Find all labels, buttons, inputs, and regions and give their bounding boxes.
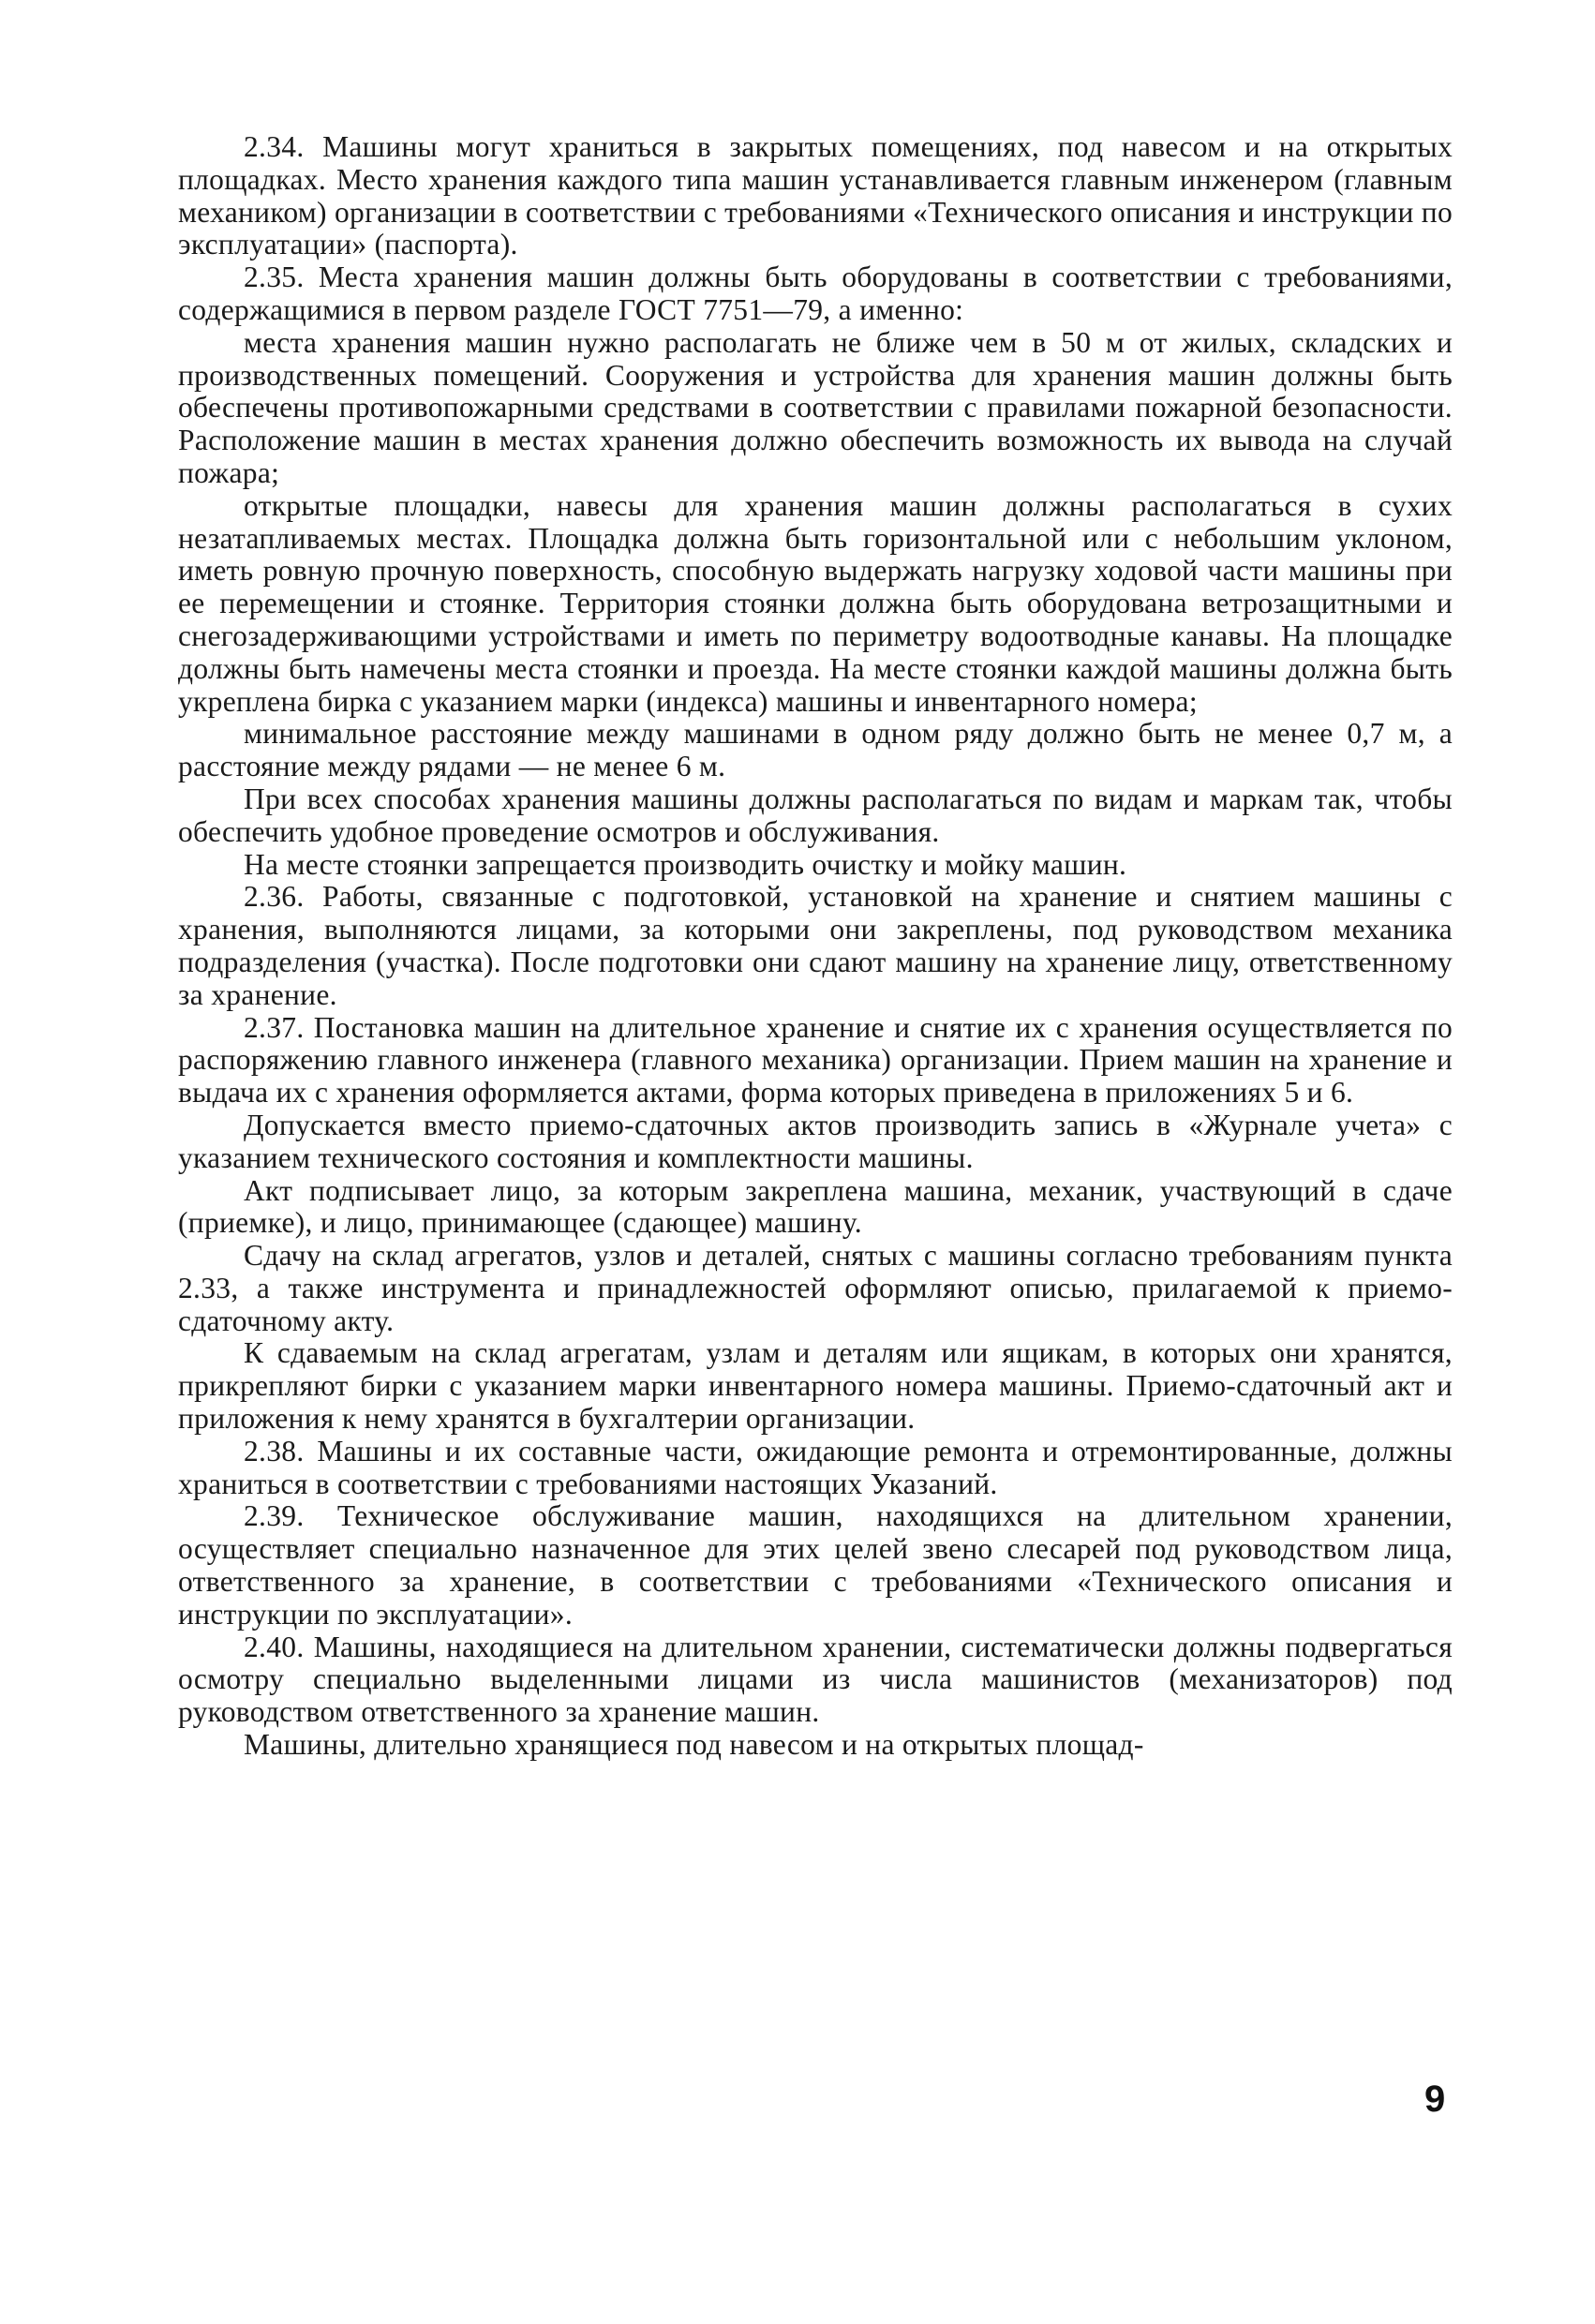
paragraph-2-34: 2.34. Машины могут храниться в закрытых помещениях, под навесом и на открытых площадках. Место хранения каждого типа машин устанавливается главным инженером (главным механиком) организации в соответствии с требованиями «Технического описания и инструкции по эксплуатации» (паспорта). [178, 130, 1453, 261]
document-body [178, 131, 1453, 1762]
paragraph-tags: К сдаваемым на склад агрегатам, узлам и деталям или ящикам, в которых они хранятся, прикрепляют бирки с указанием марки инвентарного номера машины. Приемо-сдаточный акт и приложения к нему хранятся в бухгалтерии организации. [178, 1336, 1453, 1436]
paragraph-act-signing: Акт подписывает лицо, за которым закреплена машина, механик, участвующий в сдаче (приемке), и лицо, принимающее (сдающее) машину. [178, 1173, 1453, 1240]
paragraph-storage-distance: места хранения машин нужно располагать не ближе чем в 50 м от жилых, складских и производственных помещений. Сооружения и устройства для хранения машин должны быть обеспечены противопожарными средствами в соответствии с правилами пожарной безопасности. Расположение машин в местах хранения должно обеспечить возможность их вывода на случай пожара; [178, 325, 1453, 489]
paragraph-2-35: 2.35. Места хранения машин должны быть оборудованы в соответствии с требованиями, содержащимися в первом разделе ГОСТ 7751—79, а именно: [178, 261, 1453, 326]
paragraph-open-areas: открытые площадки, навесы для хранения машин должны располагаться в сухих незатапливаемых местах. Площадка должна быть горизонтальной или с небольшим уклоном, иметь ровную прочную поверхность, способную выдержать нагрузку ходовой части машины при ее перемещении и стоянке. Территория стоянки должна быть оборудована ветрозащитными и снегозадерживающими устройствами и иметь по периметру водоотводные канавы. На площадке должны быть намечены места стоянки и проезда. На месте стоянки каждой машины должна быть укреплена бирка с указанием марки (индекса) машины и инвентарного номера; [178, 488, 1453, 718]
paragraph-min-distance: минимальное расстояние между машинами в одном ряду должно быть не менее 0,7 м, а расстояние между рядами — не менее 6 м. [178, 717, 1453, 783]
paragraph-2-39: 2.39. Техническое обслуживание машин, находящихся на длительном хранении, осуществляет специально назначенное для этих целей звено слесарей под руководством лица, ответственного за хранение, в соответствии с требованиями «Технического описания и инструкции по эксплуатации». [178, 1499, 1453, 1631]
paragraph-2-38: 2.38. Машины и их составные части, ожидающие ремонта и отремонтированные, должны храниться в соответствии с требованиями настоящих Указаний. [178, 1434, 1453, 1500]
paragraph-warehouse-handover: Сдачу на склад агрегатов, узлов и деталей, снятых с машины согласно требованиям пункта 2.33, а также инструмента и принадлежностей оформляют описью, прилагаемой к приемо-сдаточному акту. [178, 1239, 1453, 1337]
page-number: 9 [1424, 2078, 1446, 2120]
paragraph-arrangement: При всех способах хранения машины должны располагаться по видам и маркам так, чтобы обеспечить удобное проведение осмотров и обслуживания. [178, 782, 1453, 848]
paragraph-no-washing: На месте стоянки запрещается производить очистку и мойку машин. [244, 847, 1127, 881]
paragraph-2-36: 2.36. Работы, связанные с подготовкой, установкой на хранение и снятием машины с хранения, выполняются лицами, за которыми они закреплены, под руководством механика подразделения (участка). После подготовки они сдают машину на хранение лицу, ответственному за хранение. [178, 880, 1453, 1011]
paragraph-journal: Допускается вместо приемо-сдаточных актов производить запись в «Журнале учета» с указанием технического состояния и комплектности машины. [178, 1108, 1453, 1174]
paragraph-2-40: 2.40. Машины, находящиеся на длительном хранении, систематически должны подвергаться осмотру специально выделенными лицами из числа машинистов (механизаторов) под руководством ответственного за хранение машин. [178, 1630, 1453, 1729]
paragraph-continuation: Машины, длительно хранящиеся под навесом и на открытых площад- [244, 1728, 1144, 1762]
paragraph-2-37: 2.37. Постановка машин на длительное хранение и снятие их с хранения осуществляется по распоряжению главного инженера (главного механика) организации. Прием машин на хранение и выдача их с хранения оформляется актами, форма которых приведена в приложениях 5 и 6. [178, 1010, 1453, 1110]
